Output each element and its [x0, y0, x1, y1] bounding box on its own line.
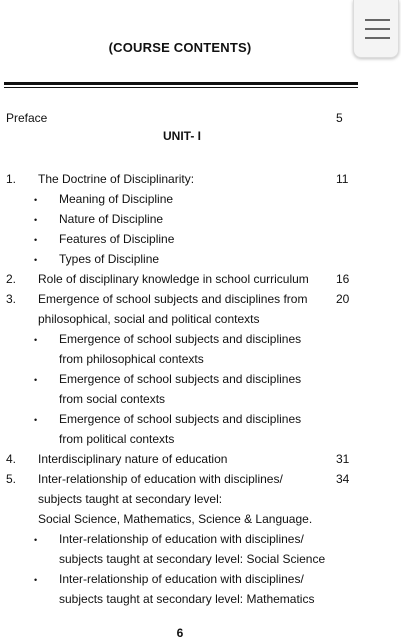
subitem: Nature of Discipline — [59, 212, 164, 226]
item-number: 1. — [6, 172, 17, 186]
item-page: 11 — [336, 172, 349, 186]
preface-page: 5 — [336, 111, 343, 125]
page-number: 6 — [176, 626, 184, 640]
subitem-continued: subjects taught at secondary level: Social Science — [59, 552, 326, 566]
subitem-continued: from social contexts — [59, 392, 166, 406]
unit-heading: UNIT- I — [163, 129, 201, 143]
subitem-continued: subjects taught at secondary level: Mathematics — [59, 592, 315, 606]
item-title: The Doctrine of Disciplinarity: — [38, 172, 195, 186]
item-title-continued: subjects taught at secondary level: — [38, 492, 223, 506]
item-page: 31 — [336, 452, 350, 466]
item-title: Emergence of school subjects and disciplines from — [38, 292, 308, 306]
subitem: Inter-relationship of education with disciplines/ — [59, 572, 304, 586]
bullet-icon: • — [34, 375, 38, 385]
subitem: Types of Discipline — [59, 252, 160, 266]
hamburger-line — [365, 28, 390, 30]
bullet-icon: • — [34, 255, 38, 265]
page-title: (COURSE CONTENTS) — [108, 40, 252, 55]
divider-thin — [4, 87, 358, 88]
subitem-continued: from philosophical contexts — [59, 352, 204, 366]
divider-thick — [4, 82, 358, 85]
bullet-icon: • — [34, 535, 38, 545]
hamburger-line — [365, 19, 390, 21]
item-number: 3. — [6, 292, 17, 306]
bullet-icon: • — [34, 235, 38, 245]
item-number: 2. — [6, 272, 17, 286]
item-title-continued: philosophical, social and political contexts — [38, 312, 260, 326]
item-title: Inter-relationship of education with disciplines/ — [38, 472, 283, 486]
bullet-icon: • — [34, 415, 38, 425]
hamburger-line — [365, 37, 390, 39]
subitem: Emergence of school subjects and disciplines — [59, 372, 302, 386]
item-page: 34 — [336, 472, 350, 486]
item-title: Interdisciplinary nature of education — [38, 452, 228, 466]
bullet-icon: • — [34, 195, 38, 205]
bullet-icon: • — [34, 335, 38, 345]
item-number: 4. — [6, 452, 17, 466]
subitem: Inter-relationship of education with disciplines/ — [59, 532, 304, 546]
preface-label: Preface — [6, 111, 48, 125]
bullet-icon: • — [34, 215, 38, 225]
subitem: Emergence of school subjects and disciplines — [59, 332, 302, 346]
subitem-continued: from political contexts — [59, 432, 175, 446]
subitem: Meaning of Discipline — [59, 192, 174, 206]
item-page: 16 — [336, 272, 350, 286]
item-title-continued: Social Science, Mathematics, Science & Language. — [38, 512, 313, 526]
item-number: 5. — [6, 472, 17, 486]
subitem: Features of Discipline — [59, 232, 175, 246]
subitem: Emergence of school subjects and disciplines — [59, 412, 302, 426]
item-page: 20 — [336, 292, 350, 306]
bullet-icon: • — [34, 575, 38, 585]
item-title: Role of disciplinary knowledge in school curriculum — [38, 272, 309, 286]
